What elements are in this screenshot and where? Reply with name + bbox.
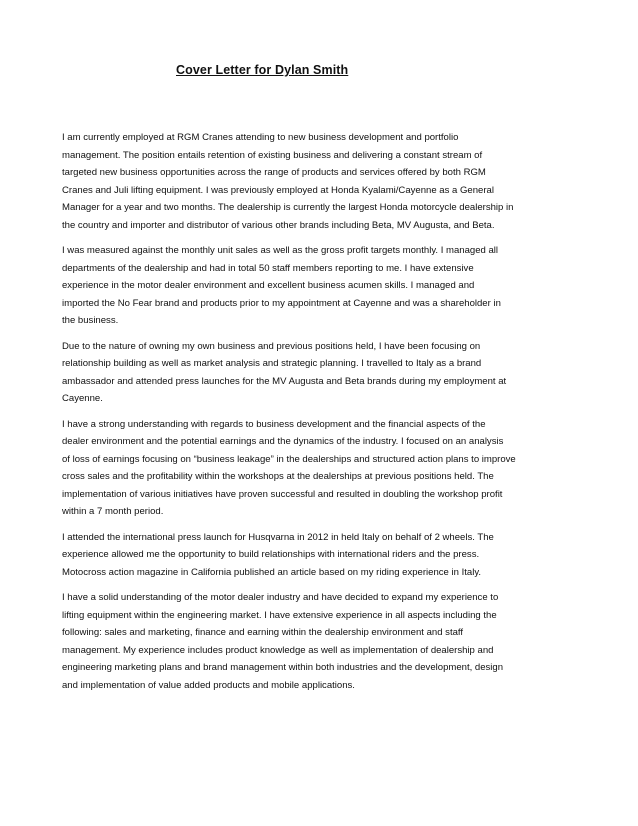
text-line: experience allowed me the opportunity to build relationships with international riders and the press. [62,549,480,560]
text-line: dealer environment and the potential earnings and the dynamics of the industry. I focused on an analysis [62,436,504,447]
text-line: Motocross action magazine in California published an article based on my riding experience in Italy. [62,566,482,578]
text-line: imported the No Fear brand and products prior to my appointment at Cayenne and was a shareholder in [62,297,501,309]
paragraph-press-launch [62,529,568,582]
text-line: engineering marketing plans and brand management within both industries and the development, design [62,662,504,673]
text-line: ambassador and attended press launches for the MV Augusta and Beta brands during my employment at [62,375,507,387]
text-line: within a 7 month period. [62,506,164,517]
document-body [62,129,568,702]
paragraph-current-employment [62,129,568,234]
text-line: I was measured against the monthly unit sales as well as the gross profit targets monthly. I managed all [62,245,499,256]
text-line: departments of the dealership and had in total 50 staff members reporting to me. I have extensive [62,262,474,274]
text-line: I have a solid understanding of the motor dealer industry and have decided to expand my experience to [62,592,499,603]
text-line: Manager for a year and two months. The dealership is currently the largest Honda motorcycle dealership in [62,202,514,213]
text-line: implementation of various initiatives have proven successful and resulted in doubling the workshop profit [62,488,503,500]
text-line: cross sales and the profitability within the workshops at the dealerships at previous positions held. The [62,471,494,482]
text-line: Cranes and Juli lifting equipment. I was previously employed at Honda Kyalami/Cayenne as a General [62,184,494,196]
text-line: relationship building as well as market analysis and strategic planning. I travelled to Italy as a brand [62,358,482,369]
text-line: of loss of earnings focusing on “business leakage” in the dealerships and structured action plans to improve [62,453,516,465]
text-line: I attended the international press launch for Husqvarna in 2012 in held Italy on behalf of 2 wheels. The [62,531,494,543]
text-line: and implementation of value added products and mobile applications. [62,679,355,691]
text-line: I have a strong understanding with regards to business development and the financial aspects of the [62,418,486,430]
text-line: management. My experience includes product knowledge as well as implementation of dealership and [62,644,494,656]
document-title: Cover Letter for Dylan Smith [176,63,349,77]
text-line: Cayenne. [62,393,103,404]
text-line: lifting equipment within the engineering market. I have extensive experience in all aspects including the [62,609,497,621]
text-line: Due to the nature of owning my own business and previous positions held, I have been focusing on [62,340,481,352]
text-line: management. The position entails retention of existing business and delivering a constant stream of [62,149,483,161]
paragraph-industry-understanding [62,589,568,694]
paragraph-business-development [62,416,568,521]
text-line: experience in the motor dealer environment and excellent business acumen skills. I managed and [62,280,475,291]
text-line: following: sales and marketing, finance and earning within the dealership environment and staff [62,627,464,638]
paragraph-sales-targets [62,242,568,330]
text-line: the country and importer and distributor of various other brands including Beta, MV Augusta, and Beta. [62,219,495,231]
paragraph-relationship-building [62,338,568,408]
text-line: the business. [62,315,119,326]
text-line: targeted new business opportunities across the range of products and services offered by both RGM [62,167,486,178]
text-line: I am currently employed at RGM Cranes attending to new business development and portfolio [62,132,459,143]
